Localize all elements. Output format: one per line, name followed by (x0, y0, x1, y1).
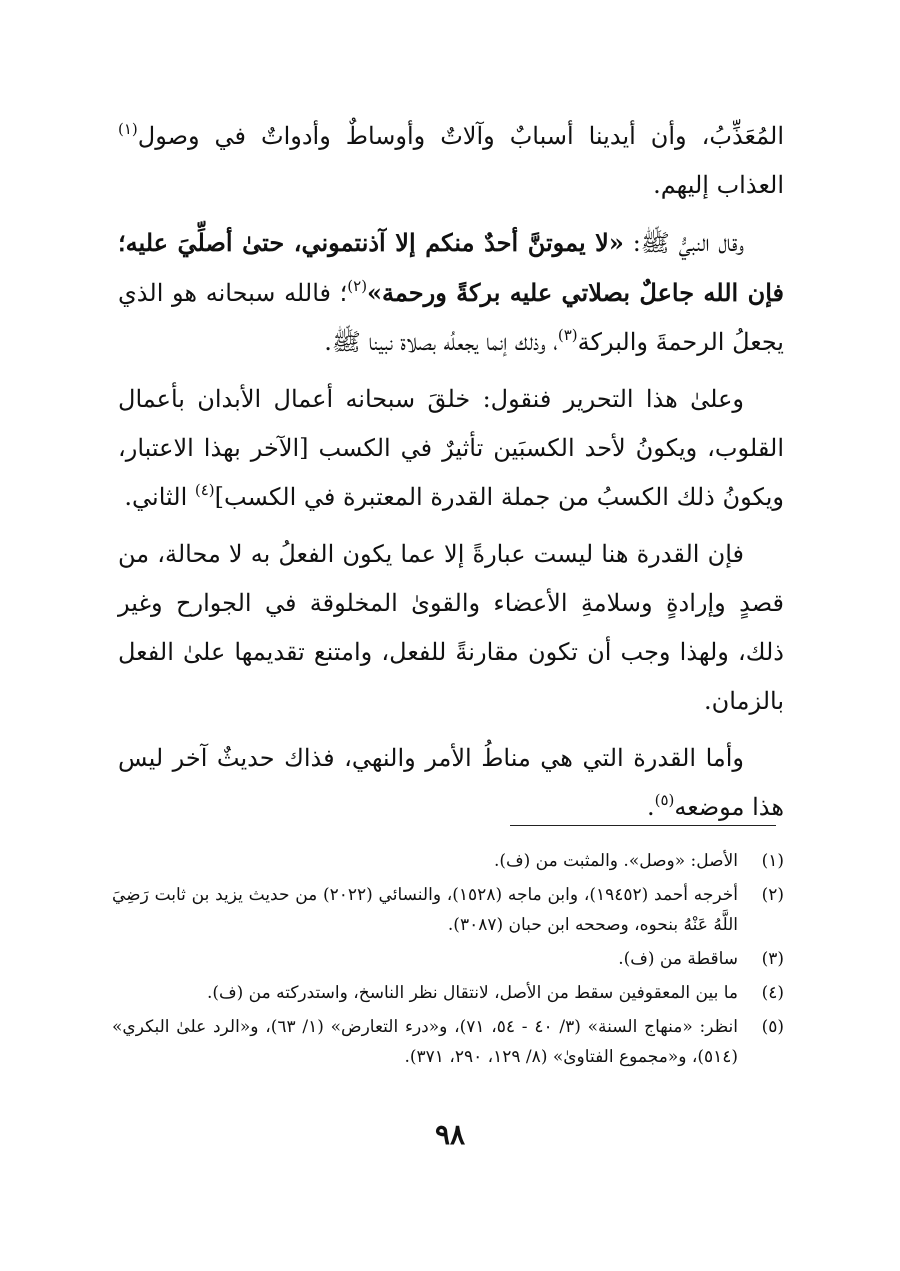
footnote-text: أخرجه أحمد (١٩٤٥٢)، وابن ماجه (١٥٢٨)، والنسائي (٢٠٢٢) من حديث يزيد بن ثابت رَضِيَ اللَّهُ عَنْهُ بنحوه، وصححه ابن حبان (٣٠٨٧). (112, 885, 738, 935)
paragraph (118, 112, 784, 210)
text-run: ؛ فالله سبحانه هو الذي يجعلُ الرحمةَ والبركة (118, 279, 784, 356)
text-run: الثاني. (124, 483, 195, 511)
footnote (112, 944, 784, 974)
page-number: ٩٨ (434, 1118, 466, 1151)
text-run: ، وذلك إنما يجعلُه بصلاة نبينا ﷺ. (324, 328, 558, 356)
hadith-quote: «لا يموتنَّ أحدٌ منكم إلا آذنتموني، حتىٰ أصلِّيَ عليه؛ فإن الله جاعلٌ بصلاتي عليه بركةً ورحمة» (118, 228, 784, 307)
footnote-marker[interactable]: (٤) (194, 481, 215, 499)
footnote-text: الأصل: «وصل». والمثبت من (ف). (493, 851, 738, 871)
footnote (112, 1012, 784, 1072)
footnote-number: (٢) (761, 885, 784, 905)
footnote-text: ساقطة من (ف). (618, 949, 738, 969)
footnote-separator (510, 825, 776, 826)
footnote-text: انظر: «منهاج السنة» (٣/ ٤٠ - ٥٤، ٧١)، و«درء التعارض» (١/ ٦٣)، و«الرد علىٰ البكري» (٥١٤)، و«مجموع الفتاوىٰ» (٨/ ١٢٩، ٢٩٠، ٣٧١). (112, 1017, 738, 1067)
text-run: العذاب إليهم. (653, 171, 784, 199)
footnote-text: ما بين المعقوفين سقط من الأصل، لانتقال نظر الناسخ، واستدركته من (ف). (206, 983, 738, 1003)
text-run: المُعَذِّبُ، وأن أيدينا أسبابٌ وآلاتٌ وأوساطٌ وأدواتٌ في وصول (137, 122, 784, 150)
text-run: وقال النبيُّ ﷺ: (623, 229, 744, 257)
footnote-number: (٣) (761, 949, 784, 969)
footnote-marker[interactable]: (٥) (654, 791, 675, 809)
footnote-number: (٥) (761, 1017, 784, 1037)
paragraph (118, 734, 784, 832)
main-text (118, 112, 784, 840)
footnote-marker[interactable]: (١) (118, 120, 138, 138)
footnote (112, 978, 784, 1008)
text-run: . (646, 793, 655, 821)
footnotes (112, 846, 784, 1076)
footnote-number: (٤) (761, 983, 784, 1003)
footnote (112, 846, 784, 876)
footnote (112, 880, 784, 940)
paragraph (118, 218, 784, 367)
footnote-marker[interactable]: (٣) (557, 326, 578, 344)
footnote-number: (١) (761, 851, 784, 871)
footnote-marker[interactable]: (٢) (347, 277, 368, 295)
text-run: وعلىٰ هذا التحرير فنقول: خلقَ سبحانه أعمال الأبدان بأعمال القلوب، ويكونُ لأحد الكسبَين تأثيرٌ في الكسب [الآخر بهذا الاعتبار، ويكونُ ذلك الكسبُ من جملة القدرة المعتبرة في الكسب] (118, 385, 784, 511)
text-run: وأما القدرة التي هي مناطُ الأمر والنهي، فذاك حديثٌ آخر ليس هذا موضعه (118, 744, 784, 821)
paragraph (118, 530, 784, 726)
paragraph (118, 375, 784, 522)
text-run: فإن القدرة هنا ليست عبارةً إلا عما يكون الفعلُ به لا محالة، من قصدٍ وإرادةٍ وسلامةِ الأعضاء والقوىٰ المخلوقة في الجوارح وغير ذلك، ولهذا وجب أن تكون مقارنةً للفعل، وامتنع تقديمها علىٰ الفعل بالزمان. (118, 540, 784, 715)
